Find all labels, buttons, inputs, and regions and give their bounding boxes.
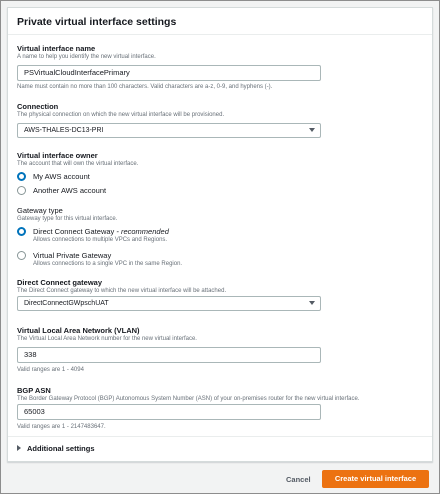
recommended-tag: - recommended bbox=[114, 227, 169, 236]
vif-name-input[interactable]: PSVirtualCloudInterfacePrimary bbox=[17, 65, 321, 81]
owner-option-label: My AWS account bbox=[33, 172, 90, 181]
divider bbox=[8, 436, 432, 437]
gateway-type-description: Gateway type for this virtual interface. bbox=[17, 216, 118, 222]
gateway-option-label bbox=[33, 227, 169, 236]
additional-settings-toggle[interactable] bbox=[17, 444, 95, 453]
panel-header bbox=[8, 8, 432, 35]
caret-down-icon bbox=[309, 301, 315, 305]
panel-title: Private virtual interface settings bbox=[17, 16, 177, 28]
connection-select[interactable] bbox=[17, 123, 321, 138]
connection-select-value: AWS-THALES-DC13-PRI bbox=[24, 127, 104, 134]
vlan-description: The Virtual Local Area Network number for the new virtual interface. bbox=[17, 336, 197, 342]
gateway-type-label: Gateway type bbox=[17, 206, 63, 215]
bgp-asn-input[interactable]: 65003 bbox=[17, 404, 321, 420]
bgp-asn-field bbox=[17, 386, 359, 403]
cancel-button[interactable]: Cancel bbox=[286, 475, 311, 484]
create-virtual-interface-button[interactable]: Create virtual interface bbox=[322, 470, 429, 488]
vlan-input[interactable]: 338 bbox=[17, 347, 321, 363]
vlan-field bbox=[17, 326, 197, 343]
vif-name-label: Virtual interface name bbox=[17, 44, 96, 53]
dx-gateway-select[interactable] bbox=[17, 296, 321, 311]
dx-gateway-description: The Direct Connect gateway to which the new virtual interface will be attached. bbox=[17, 288, 227, 294]
gateway-option-name: Direct Connect Gateway bbox=[33, 227, 115, 236]
connection-description: The physical connection on which the new virtual interface will be provisioned. bbox=[17, 112, 225, 118]
additional-settings-label: Additional settings bbox=[27, 444, 95, 453]
radio-unselected-icon[interactable] bbox=[17, 251, 26, 260]
settings-panel bbox=[7, 7, 433, 462]
caret-down-icon bbox=[309, 128, 315, 132]
connection-field bbox=[17, 102, 224, 119]
dx-gateway-select-value: DirectConnectGWpschUAT bbox=[24, 300, 109, 307]
vif-name-description: A name to help you identify the new virtual interface. bbox=[17, 54, 156, 60]
gateway-option-label: Virtual Private Gateway bbox=[33, 251, 112, 260]
radio-unselected-icon[interactable] bbox=[17, 186, 26, 195]
owner-field bbox=[17, 151, 138, 168]
vif-name-field bbox=[17, 44, 156, 61]
radio-selected-icon[interactable] bbox=[17, 172, 26, 181]
owner-option-label: Another AWS account bbox=[33, 186, 107, 195]
vlan-constraint: Valid ranges are 1 - 4094 bbox=[17, 367, 84, 373]
bgp-asn-constraint: Valid ranges are 1 - 2147483647. bbox=[17, 424, 106, 430]
dx-gateway-field bbox=[17, 278, 226, 295]
gateway-option-description: Allows connections to multiple VPCs and Regions. bbox=[33, 237, 168, 243]
bgp-asn-description: The Border Gateway Protocol (BGP) Autonomous System Number (ASN) of your on-premises router for the new virtual interface. bbox=[17, 396, 360, 402]
dx-gateway-label: Direct Connect gateway bbox=[17, 278, 103, 287]
radio-selected-icon[interactable] bbox=[17, 227, 26, 236]
gateway-type-field bbox=[17, 206, 117, 223]
vlan-label: Virtual Local Area Network (VLAN) bbox=[17, 326, 140, 335]
gateway-option-description: Allows connections to a single VPC in the same Region. bbox=[33, 261, 183, 267]
bgp-asn-label: BGP ASN bbox=[17, 386, 51, 395]
owner-label: Virtual interface owner bbox=[17, 151, 98, 160]
owner-description: The account that will own the virtual interface. bbox=[17, 161, 139, 167]
vif-name-constraint: Name must contain no more than 100 characters. Valid characters are a-z, 0-9, and hyphens (-). bbox=[17, 84, 273, 90]
connection-label: Connection bbox=[17, 102, 59, 111]
caret-right-icon bbox=[17, 445, 21, 451]
